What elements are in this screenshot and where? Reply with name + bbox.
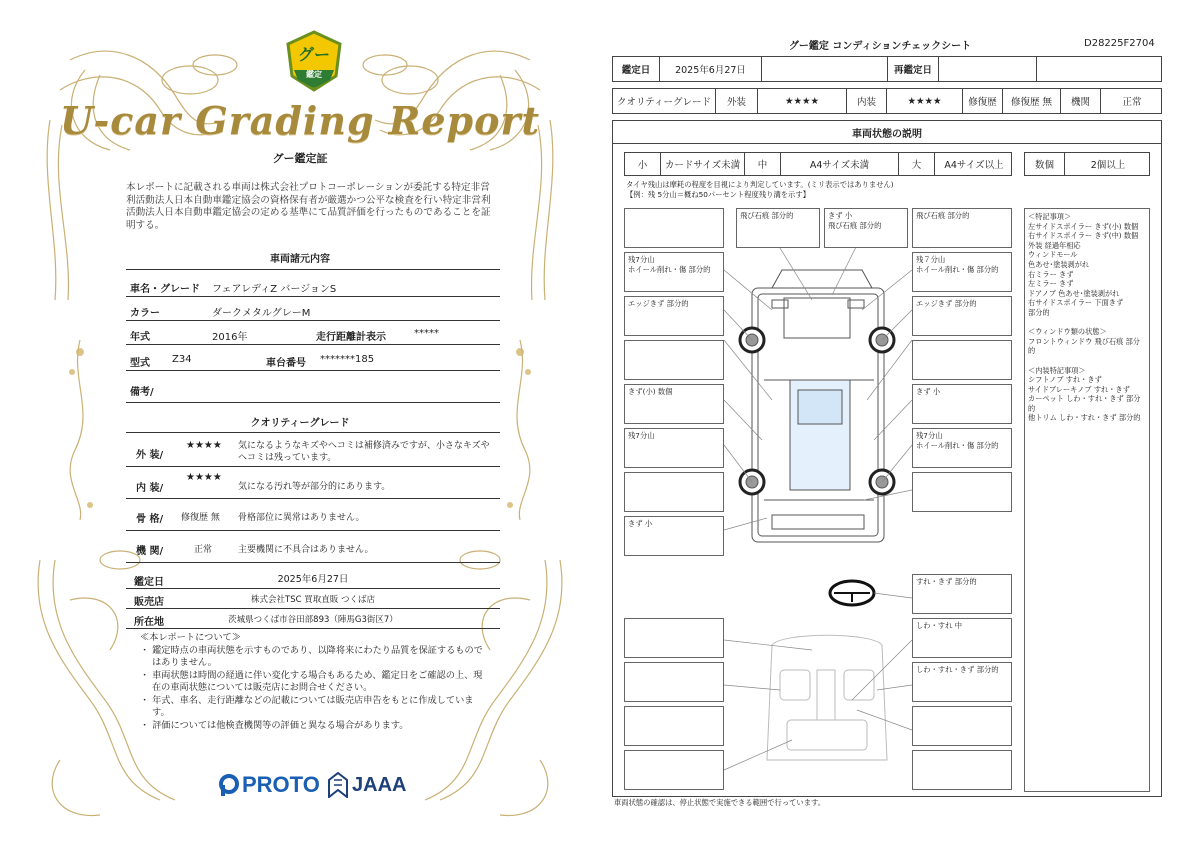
spec-row-remarks: [126, 376, 500, 403]
info-shop-label: 販売店: [134, 597, 164, 608]
info-row-date: [126, 568, 500, 589]
appraisal-date-row: [612, 56, 1162, 82]
annotation-box: きず(小) 数個: [624, 384, 724, 424]
note-item: ・ 年式、車名、走行距離などの記載については販売店申告をもとに作成しています。: [140, 694, 474, 718]
note-item: ・ 車両状態は時間の経過に伴い変化する場合もあるため、鑑定日をご確認の上、現在の車両状態については販売店にお問合せください。: [140, 669, 483, 693]
certificate-body: 本レポートに記載される車両は株式会社プロトコーポレーションが委託する特定非営利活動法人日本自動車鑑定協会の資格保有者が厳選かつ公平な検査を行い特定非営利活動法人日本自動車鑑定協会の定める基準にて品質評価を行ったものであることを証明する。: [126, 182, 491, 231]
annotation-box: [912, 750, 1012, 790]
info-addr-value: 茨城県つくば市谷田部893（陣馬G3街区7）: [228, 615, 398, 625]
grade-row-engine: [126, 534, 500, 563]
info-addr-label: 所在地: [134, 617, 164, 628]
grade-frame-value: 修復歴 無: [181, 513, 220, 523]
blank-cell: [1037, 57, 1163, 81]
size-medium-desc: A4サイズ未満: [781, 153, 899, 175]
section-title: 車両状態の説明: [852, 129, 922, 140]
annotation-box: [624, 706, 724, 746]
spec-chassis-value: *******185: [320, 354, 375, 365]
doc-id: D28225F2704: [1084, 38, 1155, 49]
spec-year-value: 2016年: [212, 332, 248, 343]
annotation-box: 飛び石痕 部分的: [736, 208, 820, 248]
annotation-box: しわ・すれ・きず 部分的: [912, 662, 1012, 702]
svg-text:鑑定: 鑑定: [306, 70, 322, 79]
special-notes: ＜特記事項＞ 左サイドスポイラー きず(小) 数個 右サイドスポイラー きず(中) 数個 外装 経過年相応 ウィンドモール 色あせ･塗装剥がれ 右ミラー きず 左ミラー きず ドアノブ 色あせ･塗装剥がれ 右サイドスポイラー 下面きず 部分的 ＜ウィンドウ類の状態＞ フロントウィンドウ 飛び石痕 部分的 ＜内装特記事項＞ シフトノブ すれ・きず サイドブレーキノブ すれ・きず カーペット しわ・すれ・きず 部分的 他トリム しわ・すれ・きず 部分的: [1024, 208, 1150, 792]
grade-ext-label: 外 装/: [136, 450, 164, 461]
spec-remarks-label: 備考/: [130, 387, 154, 398]
annotation-box: 残７分山 ホイール削れ・傷 部分的: [912, 252, 1012, 292]
count-label: 数個: [1025, 153, 1065, 175]
quality-grade-label: クオリティーグレード: [613, 89, 716, 113]
spec-top-line: [126, 268, 500, 270]
grade-ext-text: 気になるようなキズやヘコミは補修済みですが、小さなキズやヘコミは残っています。: [238, 441, 490, 463]
annotation-box: [624, 472, 724, 512]
section-divider: [612, 143, 1162, 144]
spec-name-value: フェアレディZ バージョンS: [212, 284, 337, 295]
grade-int-label: 内 装/: [136, 483, 164, 494]
quality-grade-row: [612, 88, 1162, 114]
info-row-address: [126, 610, 500, 629]
blank-cell: [762, 57, 888, 81]
grade-row-exterior: [126, 436, 500, 467]
grade-row-frame: [126, 502, 500, 531]
spec-section-title: 車両諸元内容: [270, 254, 330, 265]
grade-engine-label: 機 関/: [136, 546, 164, 557]
spec-row-year: [126, 324, 500, 345]
ext-label: 外装: [716, 89, 758, 113]
proto-logo-text: PROTO: [242, 772, 320, 797]
info-date-value: 2025年6月27日: [277, 574, 349, 585]
annotation-box: 残7分山 ホイール削れ・傷 部分的: [912, 428, 1012, 468]
annotation-box: [624, 340, 724, 380]
repair-label: 修復歴: [963, 89, 1003, 113]
annotation-box: 飛び石痕 部分的: [912, 208, 1012, 248]
footer-note: 車両状態の確認は、停止状態で実施できる範囲で行っています。: [614, 798, 826, 807]
engine-value: 正常: [1122, 97, 1142, 108]
annotation-box: エッジきず 部分的: [912, 296, 1012, 336]
sheet-title: グー鑑定 コンディションチェックシート: [788, 41, 972, 52]
proto-mark-icon: [218, 773, 240, 797]
annotation-box: きず 小 飛び石痕 部分的: [824, 208, 908, 248]
grade-section-title: クオリティーグレード: [250, 418, 350, 429]
size-small: 小: [625, 153, 661, 175]
annotation-box: [624, 618, 724, 658]
spec-model-label: 型式: [130, 358, 150, 369]
reappraisal-value: [939, 57, 1037, 81]
reappraisal-label: 再鑑定日: [888, 57, 939, 81]
spec-row-model: [126, 350, 500, 371]
tire-note: タイヤ残山は摩耗の程度を目視により判定しています。(ミリ表示ではありません): [626, 180, 894, 189]
proto-logo: [218, 770, 320, 800]
spec-mileage-value: *****: [414, 328, 439, 339]
annotation-box: [912, 340, 1012, 380]
spec-color-value: ダークメタルグレーM: [212, 308, 311, 319]
size-legend: [624, 152, 1012, 176]
grade-engine-text: 主要機関に不具合はありません。: [238, 545, 374, 555]
annotation-box: 残7分山: [624, 428, 724, 468]
annotation-box: しわ・すれ 中: [912, 618, 1012, 658]
certificate-title: グー鑑定証: [272, 152, 328, 165]
count-desc: 2個以上: [1090, 160, 1126, 171]
int-label: 内装: [847, 89, 887, 113]
spec-color-label: カラー: [130, 308, 160, 319]
grade-int-stars: ★★★★: [186, 472, 222, 483]
annotation-box: [912, 472, 1012, 512]
spec-model-value: Z34: [172, 354, 192, 365]
annotation-box: きず 小: [912, 384, 1012, 424]
int-stars: ★★★★: [887, 89, 963, 113]
note-item: ・ 鑑定時点の車両状態を示すものであり、以降将来にわたり品質を保証するものではありません。: [140, 644, 483, 668]
grade-top-line: [126, 432, 500, 433]
appraisal-date-value: 2025年6月27日: [660, 57, 762, 81]
annotation-box: [624, 208, 724, 248]
report-notes: [140, 632, 490, 732]
size-large-desc: A4サイズ以上: [944, 160, 1004, 171]
annotation-box: [912, 706, 1012, 746]
goo-kantei-logo: [284, 30, 344, 92]
engine-label: 機関: [1061, 89, 1101, 113]
annotation-box: きず 小: [624, 516, 724, 556]
ext-stars: ★★★★: [758, 89, 847, 113]
annotation-box: すれ・きず 部分的: [912, 574, 1012, 614]
info-shop-value: 株式会社TSC 買取直販 つくば店: [251, 595, 375, 605]
size-large: 大: [899, 153, 935, 175]
spec-row-name: [126, 276, 500, 297]
jaaa-mark-icon: [328, 772, 348, 798]
grade-frame-label: 骨 格/: [136, 514, 164, 525]
count-legend: [1024, 152, 1150, 176]
report-title: U-car Grading Report: [59, 98, 541, 143]
annotation-box: [624, 750, 724, 790]
svg-text:グー: グー: [297, 45, 331, 64]
note-item: ・ 評価については他検査機関等の評価と異なる場合があります。: [140, 719, 409, 731]
spec-mileage-label: 走行距離計表示: [316, 332, 386, 343]
jaaa-logo: [328, 770, 406, 800]
grade-ext-stars: ★★★★: [186, 440, 222, 451]
grade-int-text: 気になる汚れ等が部分的にあります。: [238, 482, 391, 492]
annotation-box: [624, 662, 724, 702]
spec-year-label: 年式: [130, 332, 150, 343]
spec-name-label: 車名・グレード: [130, 284, 200, 295]
jaaa-logo-text: JAAA: [352, 773, 407, 796]
annotation-box: 残7分山 ホイール削れ・傷 部分的: [624, 252, 724, 292]
size-small-desc: カードサイズ未満: [661, 153, 745, 175]
condition-check-sheet: [600, 0, 1200, 848]
info-date-label: 鑑定日: [134, 577, 164, 588]
repair-value: 修復歴 無: [1003, 89, 1061, 113]
spec-chassis-label: 車台番号: [266, 358, 306, 369]
tire-example-note: 【例：残 5分山＝概ね50パーセント程度残り溝を示す】: [626, 190, 810, 199]
notes-title: ≪本レポートについて≫: [140, 632, 241, 643]
grade-engine-value: 正常: [194, 545, 213, 555]
annotation-box: エッジきず 部分的: [624, 296, 724, 336]
appraisal-date-label: 鑑定日: [613, 57, 660, 81]
spec-row-color: [126, 300, 500, 321]
grade-frame-text: 骨格部位に異常はありません。: [238, 513, 365, 523]
grade-row-interior: [126, 470, 500, 499]
info-row-shop: [126, 590, 500, 609]
size-medium: 中: [745, 153, 781, 175]
